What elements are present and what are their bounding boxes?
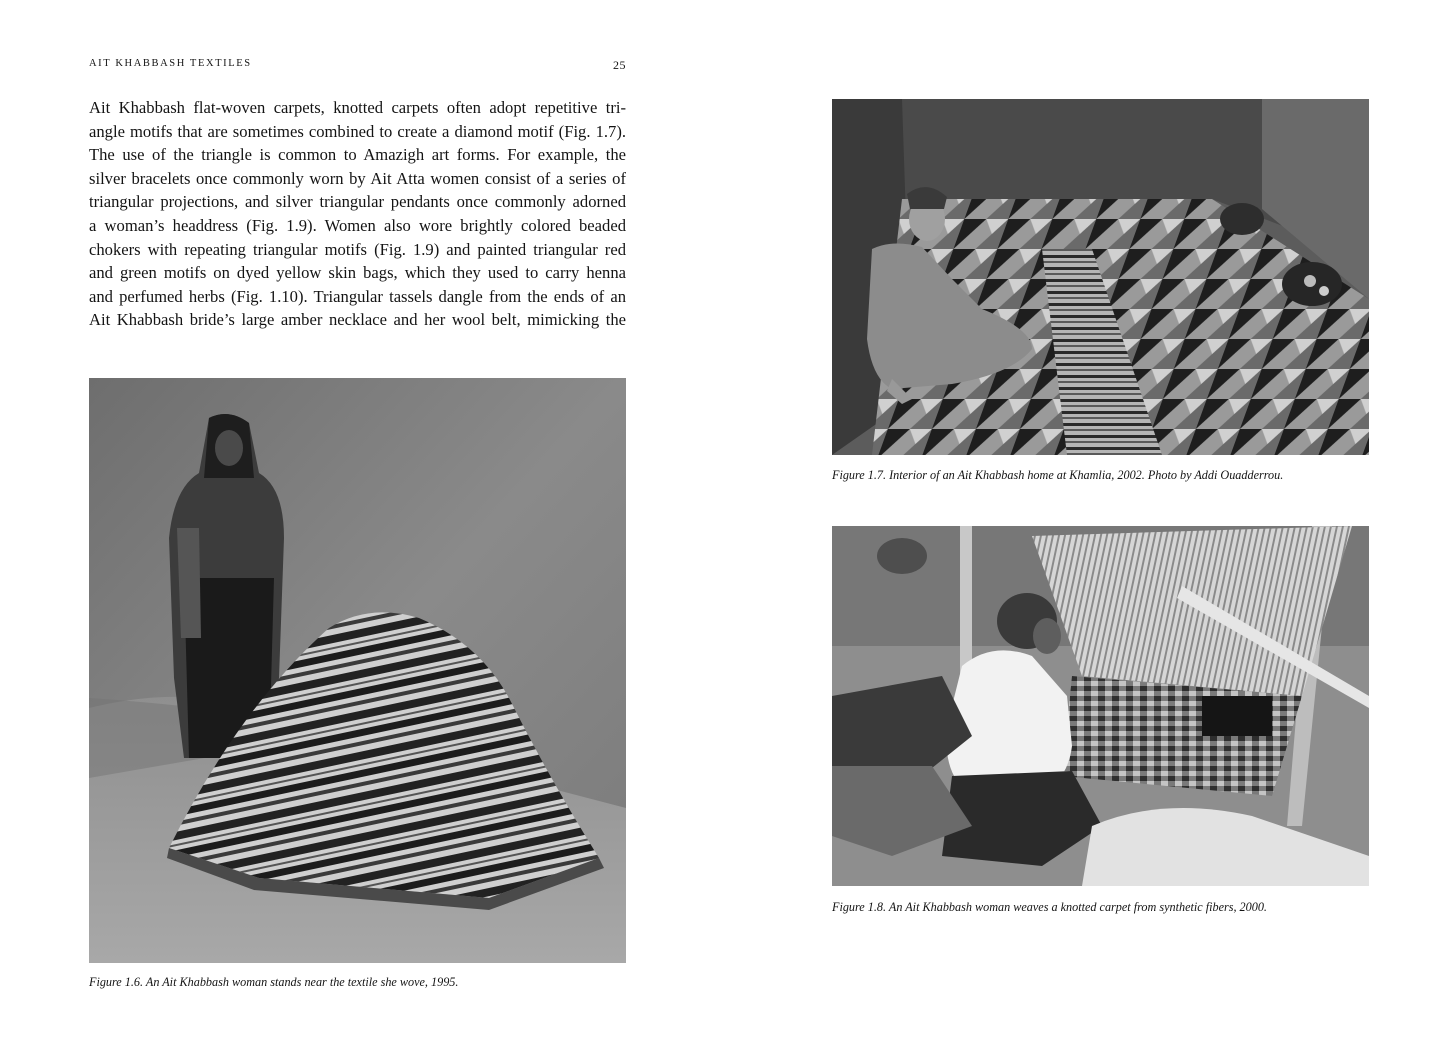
page-number: 25 (613, 58, 626, 72)
figure-1-7-caption: Figure 1.7. Interior of an Ait Khabbash home at Khamlia, 2002. Photo by Addi Ouadderrou. (832, 468, 1284, 482)
running-head-title: AIT KHABBASH TEXTILES (89, 58, 252, 69)
text-line: a woman’s headdress (Fig. 1.9). Women also wore brightly colored beaded (89, 215, 626, 235)
text-line: and green motifs on dyed yellow skin bags, which they used to carry henna (89, 263, 626, 283)
figure-1-6-caption: Figure 1.6. An Ait Khabbash woman stands near the textile she wove, 1995. (89, 975, 459, 989)
text-line: silver bracelets once commonly worn by Ait Atta women consist of a series of (89, 168, 626, 188)
figure-1-8-photo (832, 526, 1369, 886)
figure-1-6-photo (89, 378, 626, 963)
text-line: chokers with repeating triangular motifs (Fig. 1.9) and painted triangular red (89, 239, 626, 259)
text-line: Ait Khabbash flat-woven carpets, knotted carpets often adopt repetitive tri- (89, 98, 626, 117)
text-line: triangular projections, and silver triangular pendants once commonly adorned (89, 192, 626, 212)
text-line: The use of the triangle is common to Amazigh art forms. For example, the (89, 145, 626, 165)
body-paragraph (89, 96, 626, 332)
figure-1-8-caption: Figure 1.8. An Ait Khabbash woman weaves a knotted carpet from synthetic fibers, 2000. (832, 900, 1267, 914)
text-line: angle motifs that are sometimes combined to create a diamond motif (Fig. 1.7). (89, 121, 626, 141)
text-line: and perfumed herbs (Fig. 1.10). Triangular tassels dangle from the ends of an (89, 286, 626, 306)
text-line: Ait Khabbash bride’s large amber necklace and her wool belt, mimicking the (89, 310, 626, 330)
right-page (728, 0, 1456, 1038)
running-head (89, 58, 626, 74)
figure-1-7-photo (832, 99, 1369, 455)
